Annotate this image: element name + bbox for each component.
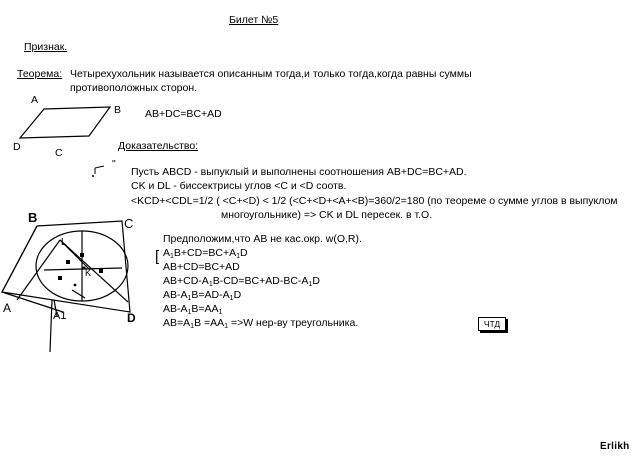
theorem-label: Теорема: — [17, 68, 63, 80]
vertex-label-a: A — [31, 94, 39, 106]
equation-4: $AB-A_1B=AD-A_1D$ — [163, 289, 242, 302]
vertex-label-b: B — [114, 104, 122, 116]
fig2-label-k: K — [85, 268, 92, 278]
arrow-marker — [95, 166, 104, 168]
fig2-label-l: L — [61, 237, 67, 248]
equation-1: $A_1B+CD=BC+A_1D$ — [163, 247, 248, 260]
page-title: Билет №5 — [229, 14, 279, 26]
proof-line-1: Пусть ABCD - выпуклый и выполнены соотношения AB+DC=BC+AD. — [131, 166, 467, 178]
fig2-label-d: D — [127, 311, 136, 325]
equation-5: $AB-A_1B=AA_1$ — [163, 303, 223, 316]
equation-3: $AB+CD-A_1B-CD=BC+AD-BC-A_1D$ — [163, 275, 320, 288]
vertex-label-c: C — [55, 147, 63, 159]
equation-2: AB+CD=BC+AD — [163, 261, 240, 273]
criterion-heading: Признак. — [24, 41, 68, 53]
theorem-line-1: Четырехухольник называется описанным тогда,и только тогда,когда равны суммы — [70, 68, 472, 80]
system-brace: [ — [155, 248, 160, 265]
author-signature: Erlikh — [600, 441, 630, 452]
equation-6: $AB=A_1B =AA_1 =>W$ нер-ву треугольника. — [163, 317, 359, 330]
proof-line-2: CK и DL - биссектрисы углов <C и <D соотв. — [131, 180, 347, 192]
vertex-label-d: D — [13, 141, 21, 153]
figure-formula: AB+DC=BC+AD — [145, 108, 222, 120]
fig2-label-a: A — [3, 301, 12, 315]
qed-button[interactable]: ЧТД — [478, 317, 506, 331]
fig2-label-a1: A1 — [53, 310, 67, 322]
proof-label: Доказательство: — [118, 140, 199, 152]
proof-line-3: <KCD+<CDL=1/2 ( <C+<D) < 1/2 (<C+<D+<A+<B)=360/2=180 (по теореме о сумме углов в выпуклом — [131, 195, 618, 207]
proof-line-4: многоугольнике) => CK и DL пересек. в т.О. — [221, 209, 433, 221]
quadrilateral-abcd — [20, 107, 110, 138]
fig2-label-b: B — [28, 210, 38, 225]
proof-marker: " — [112, 158, 116, 170]
fig2-label-c: C — [124, 216, 134, 231]
assumption-line: Предположим,что AB не кас.окр. w(O,R). — [163, 233, 362, 245]
theorem-line-2: противоположных сторон. — [70, 82, 198, 94]
